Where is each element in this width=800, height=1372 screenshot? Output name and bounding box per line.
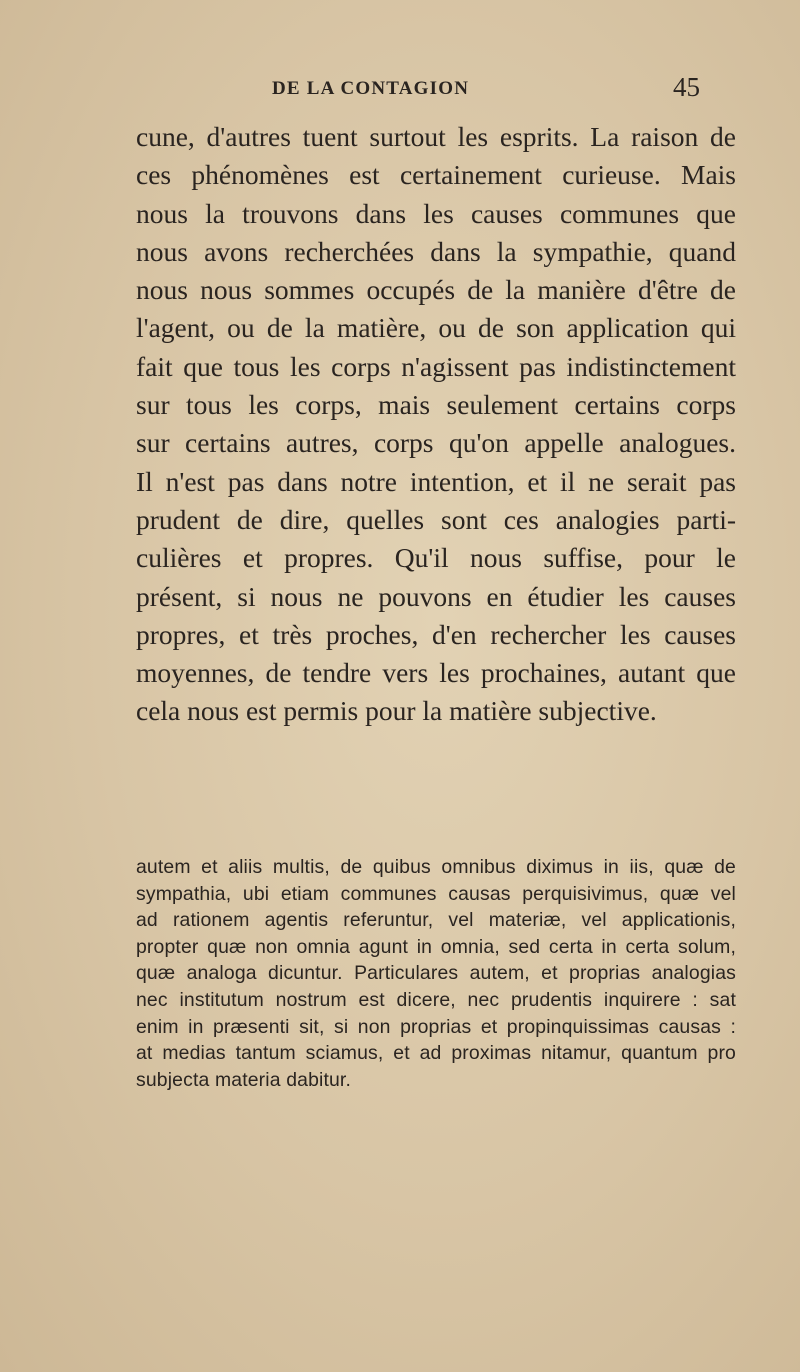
text-line: sur tous les corps, mais seulement certains corps [136,389,736,421]
page-number: 45 [673,72,700,102]
footnote-line: propter quæ non omnia agunt in omnia, sed certa in certa solum, [136,935,736,958]
text-line: fait que tous les corps n'agissent pas indistinctement [136,350,736,382]
text-line: Il n'est pas dans notre intention, et il ne serait pas [136,465,736,497]
text-line: nous avons recherchées dans la sympathie, quand [136,235,736,267]
footnote-line: subjecta materia dabitur. [136,1068,352,1091]
text-line: cune, d'autres tuent surtout les esprits. La raison de [136,121,736,152]
footnote-line: nec institutum nostrum est dicere, nec prudentis inquirere : sat [136,988,736,1011]
footnote-line: enim in præsenti sit, si non proprias et propinquissimas causas : [136,1015,736,1038]
text-line: propres, et très proches, d'en rechercher les causes [136,618,736,650]
text-line: nous nous sommes occupés de la manière d'être de [136,274,736,306]
footnote-line: quæ analoga dicuntur. Particulares autem, et proprias analogias [136,962,736,985]
text-line: sur certains autres, corps qu'on appelle analogues. [136,427,736,459]
latin-footnote-text [136,854,736,1093]
text-line: moyennes, de tendre vers les prochaines, autant que [136,657,736,689]
french-body-text [136,118,736,731]
running-title: DE LA CONTAGION [272,78,470,99]
text-line: ces phénomènes est certainement curieuse. Mais [136,159,736,191]
footnote-line: ad rationem agentis referuntur, vel materiæ, vel applicationis, [136,909,736,932]
text-line: nous la trouvons dans les causes communes que [136,197,736,229]
footnote-line: at medias tantum sciamus, et ad proximas nitamur, quantum pro [136,1042,736,1065]
footnote-line: sympathia, ubi etiam communes causas perquisivimus, quæ vel [136,882,736,905]
footnote-line: autem et aliis multis, de quibus omnibus diximus in iis, quæ de [136,856,736,878]
text-line: présent, si nous ne pouvons en étudier les causes [136,580,736,612]
text-line: culières et propres. Qu'il nous suffise, pour le [136,542,736,574]
text-line: cela nous est permis pour la matière subjective. [136,695,657,727]
text-line: prudent de dire, quelles sont ces analogies parti- [136,503,736,535]
text-line: l'agent, ou de la matière, ou de son application qui [136,312,736,344]
page-header [0,72,800,108]
